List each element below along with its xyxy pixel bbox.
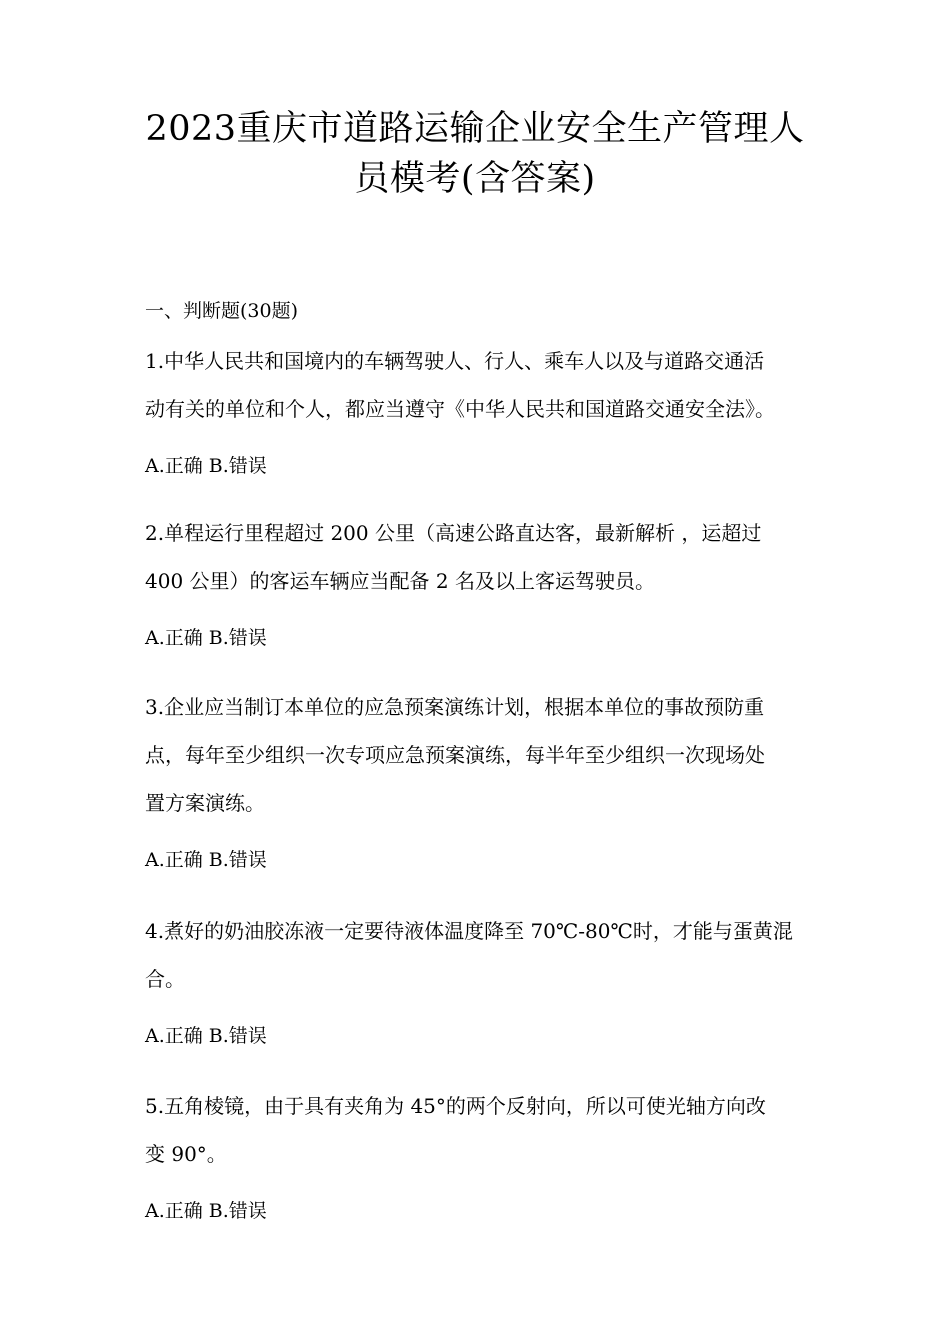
answer-options: A.正确 B.错误 <box>145 627 267 649</box>
question-line: 400 公里）的客运车辆应当配备 2 名及以上客运驾驶员。 <box>145 569 655 593</box>
question-line: 3.企业应当制订本单位的应急预案演练计划，根据本单位的事故预防重 <box>145 695 765 719</box>
question-line: 2.单程运行里程超过 200 公里（高速公路直达客，最新解析 ，运超过 <box>145 521 762 545</box>
question-text <box>145 337 810 433</box>
question-3 <box>145 683 810 875</box>
document-title <box>100 104 850 204</box>
title-line-1: 2023重庆市道路运输企业安全生产管理人 <box>145 109 805 149</box>
answer-options: A.正确 B.错误 <box>145 849 267 871</box>
question-line: 变 90°。 <box>145 1142 227 1166</box>
question-line: 动有关的单位和个人，都应当遵守《中华人民共和国道路交通安全法》。 <box>145 397 775 421</box>
question-4 <box>145 907 810 1051</box>
answer-options: A.正确 B.错误 <box>145 1025 267 1047</box>
question-line: 5.五角棱镜，由于具有夹角为 45°的两个反射向，所以可使光轴方向改 <box>145 1094 766 1118</box>
question-1 <box>145 337 810 481</box>
question-line: 1.中华人民共和国境内的车辆驾驶人、行人、乘车人以及与道路交通活 <box>145 349 765 373</box>
section-heading: 一、判断题(30题) <box>145 300 299 322</box>
question-text <box>145 1082 810 1178</box>
question-line: 4.煮好的奶油胶冻液一定要待液体温度降至 70℃-80℃时，才能与蛋黄混 <box>145 919 793 943</box>
answer-options: A.正确 B.错误 <box>145 1200 267 1222</box>
question-text <box>145 907 810 1003</box>
answer-options: A.正确 B.错误 <box>145 455 267 477</box>
title-line-2: 员模考(含答案) <box>354 159 596 199</box>
question-line: 置方案演练。 <box>145 791 265 815</box>
question-5 <box>145 1082 810 1226</box>
question-text <box>145 683 810 827</box>
question-line: 合。 <box>145 967 185 991</box>
question-text <box>145 509 810 605</box>
question-line: 点，每年至少组织一次专项应急预案演练，每半年至少组织一次现场处 <box>145 743 765 767</box>
question-2 <box>145 509 810 653</box>
